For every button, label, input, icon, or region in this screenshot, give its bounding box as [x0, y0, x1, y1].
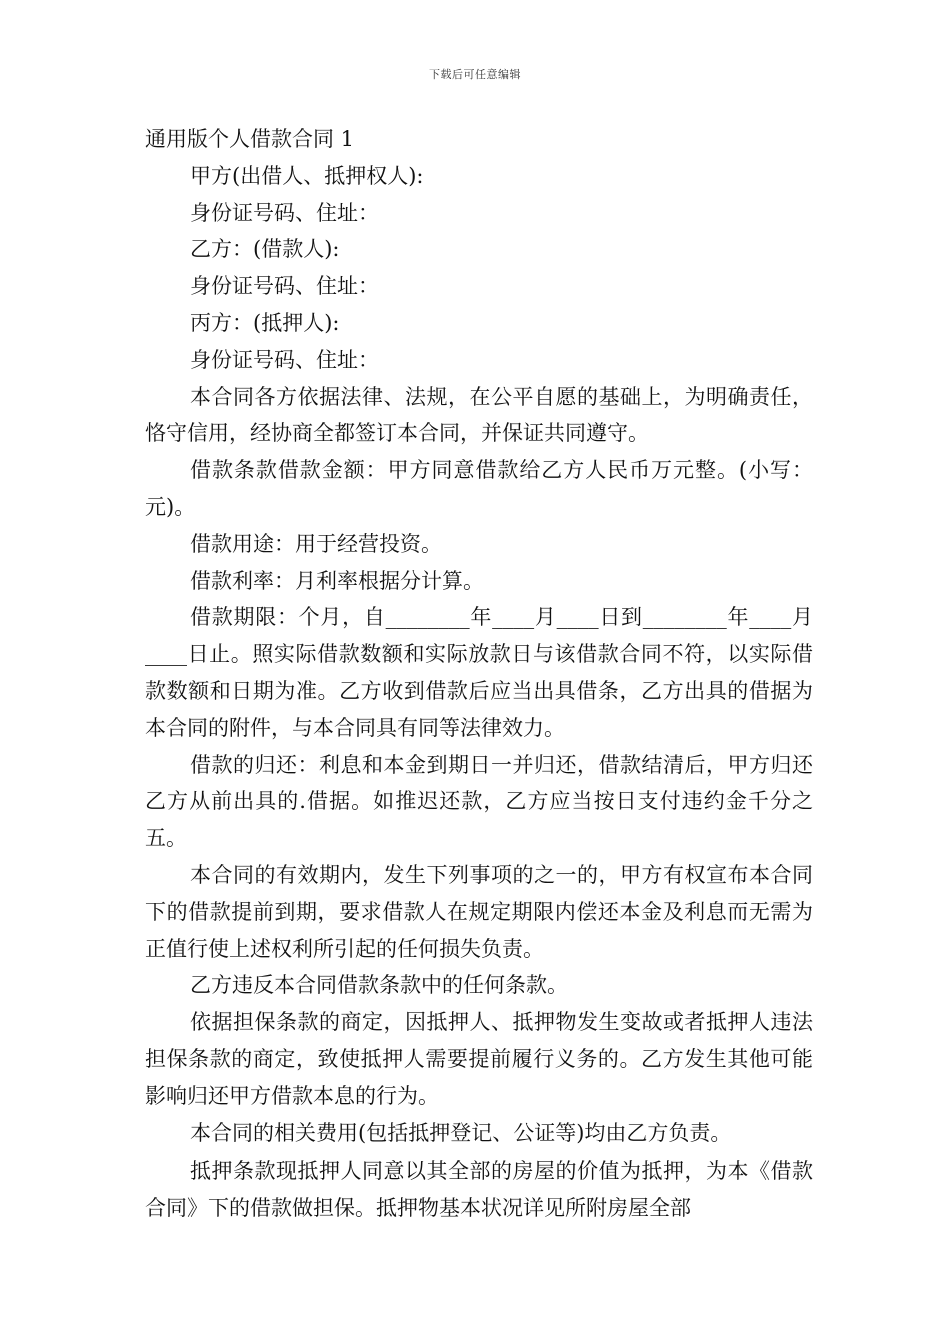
paragraph-party-a-id: 身份证号码、住址： — [190, 200, 379, 225]
paragraph-party-c: 丙方：(抵押人): — [190, 310, 340, 335]
paragraph-party-b: 乙方：(借款人): — [190, 237, 340, 262]
paragraph-preamble: 本合同各方依据法律、法规，在公平自愿的基础上，为明确责任，恪守信用，经协商全都签订本合同，并保证共同遵守。 — [145, 384, 813, 446]
paragraph-breach: 乙方违反本合同借款条款中的任何条款。 — [190, 973, 568, 998]
page-header-note: 下载后可任意编辑 — [429, 68, 521, 81]
document-body — [145, 121, 813, 1227]
paragraph-party-c-id: 身份证号码、住址： — [190, 347, 379, 372]
document-title: 通用版个人借款合同 1 — [145, 127, 355, 151]
paragraph-party-a: 甲方(出借人、抵押权人): — [190, 163, 424, 188]
paragraph-loan-term: 借款期限：个月，自________年____月____日到________年____月____日止。照实际借款数额和实际放款日与该借款合同不符，以实际借款数额和日期为准。乙方收到借款后应当出具借条，乙方出具的借据为本合同的附件，与本合同具有同等法律效力。 — [145, 605, 813, 740]
paragraph-mortgage: 抵押条款现抵押人同意以其全部的房屋的价值为抵押，为本《借款合同》下的借款做担保。抵押物基本状况详见所附房屋全部 — [145, 1159, 813, 1221]
paragraph-guarantee: 依据担保条款的商定，因抵押人、抵押物发生变故或者抵押人违法担保条款的商定，致使抵押人需要提前履行义务的。乙方发生其他可能影响归还甲方借款本息的行为。 — [145, 1010, 813, 1108]
paragraph-loan-amount: 借款条款借款金额：甲方同意借款给乙方人民币万元整。(小写：元)。 — [145, 458, 813, 519]
paragraph-fees: 本合同的相关费用(包括抵押登记、公证等)均由乙方负责。 — [190, 1120, 732, 1145]
paragraph-interest-rate: 借款利率：月利率根据分计算。 — [190, 568, 484, 593]
paragraph-repayment: 借款的归还：利息和本金到期日一并归还，借款结清后，甲方归还乙方从前出具的.借据。如推迟还款，乙方应当按日支付违约金千分之五。 — [145, 752, 813, 851]
paragraph-party-b-id: 身份证号码、住址： — [190, 274, 379, 299]
paragraph-loan-purpose: 借款用途：用于经营投资。 — [190, 531, 442, 556]
paragraph-acceleration: 本合同的有效期内，发生下列事项的之一的，甲方有权宣布本合同下的借款提前到期，要求借款人在规定期限内偿还本金及利息而无需为正值行使上述权利所引起的任何损失负责。 — [145, 862, 813, 961]
